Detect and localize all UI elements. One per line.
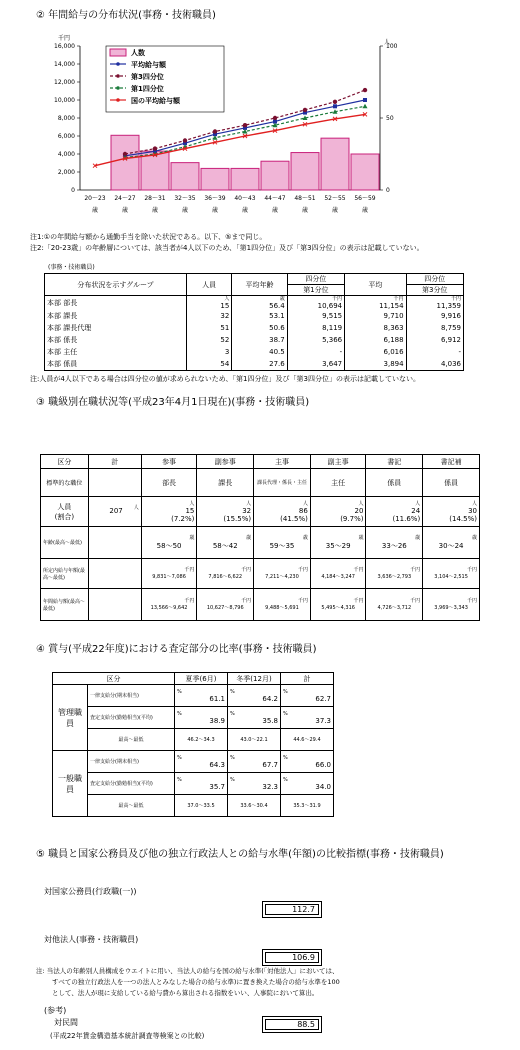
national-value: 112.7	[265, 904, 319, 915]
x-tick-unit: 歳	[91, 207, 99, 214]
count-cell-1: 人 32 (15.5%)	[197, 497, 254, 527]
legend-swatch-marker	[116, 62, 120, 66]
avg-cell: 千円 11,154	[345, 296, 406, 311]
avg-age-cell: 38.7	[232, 334, 287, 346]
x-tick-unit: 歳	[241, 207, 249, 214]
bonus-value: 44.6～29.4	[281, 729, 334, 751]
grade-header-1: 計	[88, 455, 141, 469]
legend-label: 平均給与額	[131, 61, 166, 69]
sched-cell-2: 千円 7,211～4,230	[254, 559, 311, 589]
count-cell-2: 人 86 (41.5%)	[254, 497, 311, 527]
count-cell: 3	[187, 346, 232, 358]
bonus-value: % 38.9	[175, 707, 228, 729]
private-value-box	[262, 1016, 322, 1033]
table-row	[45, 334, 464, 346]
y-tick-label: 6,000	[57, 133, 75, 140]
bonus-value: % 34.0	[281, 773, 334, 795]
y-tick-label: 14,000	[54, 61, 75, 68]
series-point	[363, 104, 368, 109]
section-title-comparison: ⑤ 職員と国家公務員及び他の独立行政法人との給与水準(年額)の比較指標(事務・技術職員)	[36, 849, 444, 860]
bonus-row	[53, 685, 334, 707]
y2-tick-label: 100	[386, 43, 398, 50]
avg-age-cell: 50.6	[232, 322, 287, 334]
national-label: 対国家公務員(行政職(一))	[44, 887, 137, 896]
private-value: 88.5	[265, 1019, 319, 1030]
bonus-row-label: 一律支給分(期末相当)	[88, 685, 175, 707]
legend-swatch-marker	[116, 74, 120, 78]
bonus-table	[52, 672, 334, 817]
annual-cell-3: 千円 5,495～4,316	[310, 589, 366, 621]
sched-cell-4: 千円 3,636～2,793	[366, 559, 423, 589]
annual-cell-2: 千円 9,488～5,691	[254, 589, 311, 621]
std-cell-1: 部長	[141, 469, 197, 497]
count-cell: 54	[187, 358, 232, 370]
q3-cell: 4,036	[406, 358, 463, 370]
series-point	[303, 108, 307, 112]
legend-label: 国の平均給与額	[131, 97, 180, 105]
bonus-value: % 35.7	[175, 773, 228, 795]
section-title-grade-status: ③ 職級別在職状況等(平成23年4月1日現在)(事務・技術職員)	[36, 397, 310, 408]
q1-cell: -	[287, 346, 344, 358]
bonus-row	[53, 773, 334, 795]
annual-cell-0: 千円 13,566～9,642	[141, 589, 197, 621]
bar-32～35歳	[171, 163, 199, 190]
bonus-value: % 67.7	[228, 751, 281, 773]
series-point	[153, 146, 157, 150]
y-tick-label: 2,000	[57, 169, 75, 176]
salary-distribution-table	[44, 273, 464, 371]
table-row	[45, 322, 464, 334]
avg-age-cell: 53.1	[232, 310, 287, 322]
grade-header-3: 副参事	[197, 455, 254, 469]
bonus-value: % 37.3	[281, 707, 334, 729]
count-cell-4: 人 24 (11.6%)	[366, 497, 423, 527]
x-tick-unit: 歳	[301, 207, 309, 214]
avg-cell: 6,016	[345, 346, 406, 358]
avg-age-cell: 歳 56.4	[232, 296, 287, 311]
reference-title: (参考)	[44, 1006, 67, 1015]
count-cell: 32	[187, 310, 232, 322]
avg-cell: 8,363	[345, 322, 406, 334]
q1-cell: 3,647	[287, 358, 344, 370]
q3-cell: 9,916	[406, 310, 463, 322]
q3-cell: 8,759	[406, 322, 463, 334]
group-cell: 本部 課長代理	[45, 322, 187, 334]
national-value-box	[262, 901, 322, 918]
header-group: 分布状況を示すグループ	[45, 274, 187, 296]
std-cell-2: 課長	[197, 469, 254, 497]
corp-value-box	[262, 949, 322, 966]
header-avg: 平均	[345, 274, 406, 296]
q1-cell: 9,515	[287, 310, 344, 322]
x-tick-unit: 歳	[211, 207, 219, 214]
age-cell-4: 歳 33～26	[366, 527, 423, 559]
bonus-value: 37.0～33.5	[175, 795, 228, 817]
count-cell-0: 人 15 (7.2%)	[141, 497, 197, 527]
avg-age-cell: 27.6	[232, 358, 287, 370]
annual-label: 年間給与額(最高～最低)	[41, 589, 89, 621]
sched-cell-0: 千円 9,831～7,086	[141, 559, 197, 589]
bonus-row-label: 一律支給分(期末相当)	[88, 751, 175, 773]
section-title-bonus: ④ 賞与(平成22年度)における査定部分の比率(事務・技術職員)	[36, 644, 317, 655]
x-tick-label: 48～51	[294, 195, 316, 202]
bar-52～55歳	[321, 138, 349, 190]
header-avg-age: 平均年齢	[232, 274, 287, 296]
grade-header-2: 参事	[141, 455, 197, 469]
note-1: 注1:①の年間給与額から通勤手当を除いた状況である。以下、⑤まで同じ。	[30, 233, 267, 241]
bonus-value: % 62.7	[281, 685, 334, 707]
sched-cell-5: 千円 3,104～2,515	[423, 559, 480, 589]
private-sub: (平成22年賃金構造基本統計調査等検案との比較)	[50, 1032, 205, 1040]
x-tick-label: 32～35	[174, 195, 196, 202]
count-cell: 人 15	[187, 296, 232, 311]
annual-cell-5: 千円 3,969～3,343	[423, 589, 480, 621]
legend-label: 第1四分位	[131, 85, 164, 93]
header-q1	[287, 274, 344, 296]
bonus-row	[53, 707, 334, 729]
grade-header-5: 副主事	[310, 455, 366, 469]
legend-label: 第3四分位	[131, 73, 164, 81]
grade-row-age	[41, 527, 480, 559]
count-label-2: (割合)	[54, 512, 75, 521]
y-tick-label: 16,000	[54, 43, 75, 50]
x-tick-unit: 歳	[181, 207, 189, 214]
grade-row-scheduled-pay	[41, 559, 480, 589]
annual-cell-4: 千円 4,726～3,712	[366, 589, 423, 621]
bar-48～51歳	[291, 153, 319, 190]
bonus-value: 43.0～22.1	[228, 729, 281, 751]
bonus-value: % 61.1	[175, 685, 228, 707]
header-count: 人員	[187, 274, 232, 296]
x-tick-label: 28～31	[144, 195, 166, 202]
legend-swatch-bar	[110, 49, 126, 56]
series-point	[363, 88, 367, 92]
annual-total	[88, 589, 141, 621]
x-tick-unit: 歳	[121, 207, 129, 214]
comparison-note-2: すべての独立行政法人を一つの法人とみなした場合の給与水準)に置き換えた場合の給与水準を100	[52, 978, 340, 986]
bar-44～47歳	[261, 161, 289, 190]
grade-header-4: 主事	[254, 455, 311, 469]
bar-36～39歳	[201, 168, 229, 190]
x-tick-label: 20～23	[84, 195, 106, 202]
avg-cell: 3,894	[345, 358, 406, 370]
count-cell-5: 人 30 (14.5%)	[423, 497, 480, 527]
corp-label: 対他法人(事務・技術職員)	[44, 935, 139, 944]
x-tick-label: 44～47	[264, 195, 286, 202]
bonus-header-winter: 冬季(12月)	[228, 673, 281, 685]
std-cell-4: 主任	[310, 469, 366, 497]
comparison-note-1: 注: 当法人の年齢別人員構成をウエイトに用い、当法人の給与を国の給与水準(「対他法人」においては、	[36, 967, 339, 975]
age-cell-3: 歳 35～29	[310, 527, 366, 559]
group-cell: 本部 係員	[45, 358, 187, 370]
age-total	[88, 527, 141, 559]
salary-distribution-chart	[40, 32, 440, 220]
table-note: 注:人員が4人以下である場合は四分位の値が求められないため、「第1四分位」及び「第3四分位」の表示は記載していない。	[30, 375, 420, 383]
series-point	[333, 100, 337, 104]
count-label	[41, 497, 89, 527]
avg-cell: 6,188	[345, 334, 406, 346]
x-tick-unit: 歳	[361, 207, 369, 214]
header-q3-sub: 第3分位	[422, 286, 448, 294]
x-tick-label: 36～39	[204, 195, 226, 202]
bonus-value: 33.6～30.4	[228, 795, 281, 817]
group-cell: 本部 係長	[45, 334, 187, 346]
group-cell: 本部 部長	[45, 296, 187, 311]
bonus-value: % 64.3	[175, 751, 228, 773]
bonus-row-label: 最高～最低	[88, 729, 175, 751]
series-point	[243, 123, 247, 127]
count-label-1: 人員	[57, 502, 72, 511]
comparison-note-3: として、法人が現に支給している給与費から算出される指数をいい、人事院において算出。	[52, 989, 319, 997]
x-tick-label: 40～43	[234, 195, 256, 202]
bonus-row	[53, 729, 334, 751]
grade-table-header	[41, 455, 480, 469]
bonus-header-total: 計	[281, 673, 334, 685]
table-row	[45, 346, 464, 358]
table-row	[45, 296, 464, 311]
std-cell-0	[88, 469, 141, 497]
series-point	[273, 116, 277, 120]
sched-total	[88, 559, 141, 589]
legend-label: 人数	[131, 49, 145, 57]
table-row	[45, 358, 464, 370]
y2-tick-label: 50	[386, 115, 394, 122]
bonus-row-label: 最高～最低	[88, 795, 175, 817]
grade-row-standard-position	[41, 469, 480, 497]
y-tick-label: 12,000	[54, 79, 75, 86]
section-title-salary-distribution: ② 年間給与の分布状況(事務・技術職員)	[36, 10, 216, 21]
age-cell-2: 歳 59～35	[254, 527, 311, 559]
bar-24～27歳	[111, 135, 139, 190]
series-point	[183, 138, 187, 142]
std-label: 標準的な職位	[41, 469, 89, 497]
age-cell-5: 歳 30～24	[423, 527, 480, 559]
bonus-value: % 35.8	[228, 707, 281, 729]
grade-row-annual-pay	[41, 589, 480, 621]
std-cell-6: 係員	[423, 469, 480, 497]
sched-cell-1: 千円 7,816～6,622	[197, 559, 254, 589]
std-cell-3: 課長代理・係長・主任	[254, 469, 311, 497]
q3-cell: -	[406, 346, 463, 358]
bar-28～31歳	[141, 151, 169, 190]
q3-cell: 千円 11,359	[406, 296, 463, 311]
q3-cell: 6,912	[406, 334, 463, 346]
x-tick-label: 56～59	[354, 195, 376, 202]
bonus-group-label: 管理職員	[53, 685, 88, 751]
std-cell-5: 係員	[366, 469, 423, 497]
note-2: 注2:「20-23歳」の年齢層については、該当者が4人以下のため、「第1四分位」及び「第3四分位」の表示は記載していない。	[30, 244, 424, 252]
bonus-value: % 66.0	[281, 751, 334, 773]
x-tick-unit: 歳	[271, 207, 279, 214]
age-cell-1: 歳 58～42	[197, 527, 254, 559]
x-tick-unit: 歳	[151, 207, 159, 214]
avg-age-cell: 40.5	[232, 346, 287, 358]
count-cell-3: 人 20 (9.7%)	[310, 497, 366, 527]
series-point	[213, 129, 217, 133]
bonus-value: % 64.2	[228, 685, 281, 707]
x-tick-unit: 歳	[331, 207, 339, 214]
grade-row-headcount	[41, 497, 480, 527]
q1-cell: 千円 10,694	[287, 296, 344, 311]
x-tick-label: 52～55	[324, 195, 346, 202]
header-q3-label: 四分位	[407, 274, 463, 285]
grade-table	[40, 454, 480, 621]
bonus-row	[53, 795, 334, 817]
age-cell-0: 歳 58～50	[141, 527, 197, 559]
y-tick-label: 10,000	[54, 97, 75, 104]
series-point	[363, 98, 367, 102]
legend-swatch-marker	[116, 86, 120, 90]
bonus-group-label: 一般職員	[53, 751, 88, 817]
bonus-row-label: 査定支給分(勤勉相当)(平均)	[88, 773, 175, 795]
table-caption: (事務・技術職員)	[48, 264, 95, 271]
bonus-row-label: 査定支給分(勤勉相当)(平均)	[88, 707, 175, 729]
annual-cell-1: 千円 10,627～8,796	[197, 589, 254, 621]
series-point	[333, 104, 337, 108]
sched-cell-3: 千円 4,184～3,247	[310, 559, 366, 589]
header-q3	[406, 274, 463, 296]
grade-header-0: 区分	[41, 455, 89, 469]
bonus-header-category: 区分	[53, 673, 175, 685]
q1-cell: 5,366	[287, 334, 344, 346]
distribution-table-body	[45, 296, 464, 371]
bonus-value: 35.3～31.9	[281, 795, 334, 817]
y2-tick-label: 0	[386, 187, 390, 194]
group-cell: 本部 課長	[45, 310, 187, 322]
q1-cell: 8,119	[287, 322, 344, 334]
y-unit-label: 千円	[58, 35, 71, 42]
grade-header-7: 書記補	[423, 455, 480, 469]
bar-40～43歳	[231, 168, 259, 190]
header-q1-label: 四分位	[288, 274, 344, 285]
y-tick-label: 8,000	[57, 115, 75, 122]
avg-cell: 9,710	[345, 310, 406, 322]
y-tick-label: 4,000	[57, 151, 75, 158]
table-row	[45, 310, 464, 322]
count-total: 人 207	[88, 497, 141, 527]
bar-56～59歳	[351, 154, 379, 190]
group-cell: 本部 主任	[45, 346, 187, 358]
count-cell: 51	[187, 322, 232, 334]
sched-label: 所定内給与年額(最高～最低)	[41, 559, 89, 589]
bonus-table-body	[53, 685, 334, 817]
y-tick-label: 0	[71, 187, 75, 194]
legend-swatch-marker	[116, 98, 120, 102]
private-label: 対民間	[54, 1018, 78, 1027]
header-q1-sub: 第1分位	[303, 286, 329, 294]
y2-unit-label: 人	[384, 39, 391, 46]
bonus-value: 46.2～34.3	[175, 729, 228, 751]
bonus-header-summer: 夏季(6月)	[175, 673, 228, 685]
bonus-row	[53, 751, 334, 773]
count-cell: 52	[187, 334, 232, 346]
x-tick-label: 24～27	[114, 195, 136, 202]
bonus-value: % 32.3	[228, 773, 281, 795]
age-label: 年齢(最高～最低)	[41, 527, 89, 559]
grade-header-6: 書記	[366, 455, 423, 469]
corp-value: 106.9	[265, 952, 319, 963]
